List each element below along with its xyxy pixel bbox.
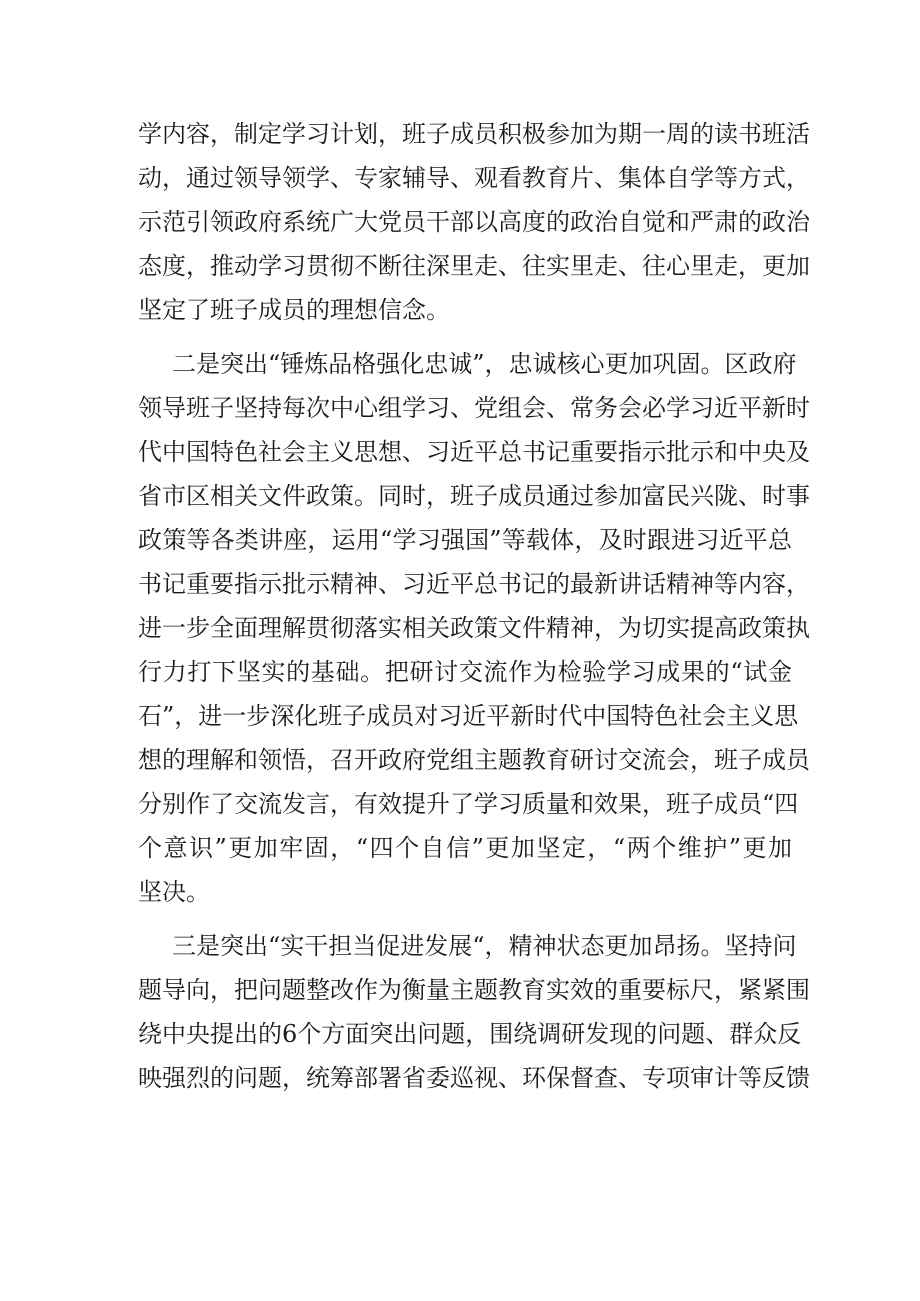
paragraph-line: 学内容，制定学习计划，班子成员积极参加为期一周的读书班活 [138, 120, 810, 148]
paragraph-line: 三是突出“实干担当促进发展“，精神状态更加昂扬。坚持问 [172, 932, 797, 960]
paragraph-line: 领导班子坚持每次中心组学习、党组会、常务会必学习近平新时 [138, 394, 810, 422]
paragraph-spacer [138, 332, 792, 342]
paragraph-line: 书记重要指示批示精神、习近平总书记的最新讲话精神等内容， [138, 570, 810, 598]
paragraph-line: 想的理解和领悟，召开政府党组主题教育研讨交流会，班子成员 [138, 746, 810, 774]
paragraph-line: 行力打下坚实的基础。把研讨交流作为检验学习成果的“试金 [138, 658, 792, 686]
paragraph-line: 态度，推动学习贯彻不断往深里走、往实里走、往心里走，更加 [138, 252, 810, 280]
paragraph-line: 分别作了交流发言，有效提升了学习质量和效果，班子成员“四 [138, 790, 799, 818]
paragraph-line: 代中国特色社会主义思想、习近平总书记重要指示批示和中央及 [138, 438, 810, 466]
paragraph-2 [138, 342, 810, 914]
paragraph-3 [138, 924, 810, 1100]
paragraph-line: 绕中央提出的6个方面突出问题，围绕调研发现的问题、群众反 [138, 1020, 802, 1048]
paragraph-line: 坚定了班子成员的理想信念。 [138, 296, 450, 324]
paragraph-line: 示范引领政府系统广大党员干部以高度的政治自觉和严肃的政治 [138, 208, 810, 236]
paragraph-line: 政策等各类讲座，运用“学习强国”等载体，及时跟进习近平总 [138, 526, 792, 554]
paragraph-line: 动，通过领导领学、专家辅导、观看教育片、集体自学等方式， [138, 164, 810, 192]
paragraph-line: 石”，进一步深化班子成员对习近平新时代中国特色社会主义思 [138, 702, 799, 730]
paragraph-spacer [138, 914, 792, 924]
paragraph-line: 进一步全面理解贯彻落实相关政策文件精神，为切实提高政策执 [138, 614, 810, 642]
paragraph-1 [138, 112, 810, 332]
paragraph-line: 坚决。 [138, 878, 210, 906]
paragraph-line: 题导向，把问题整改作为衡量主题教育实效的重要标尺，紧紧围 [138, 976, 810, 1004]
paragraph-line: 映强烈的问题，统筹部署省委巡视、环保督查、专项审计等反馈 [138, 1064, 810, 1092]
document-body [138, 112, 810, 1100]
paragraph-line: 个意识”更加牢固，“四个自信”更加坚定，“两个维护”更加 [138, 834, 792, 862]
paragraph-line: 二是突出“锤炼品格强化忠诚”，忠诚核心更加巩固。区政府 [172, 350, 797, 378]
paragraph-line: 省市区相关文件政策。同时，班子成员通过参加富民兴陇、时事 [138, 482, 810, 510]
